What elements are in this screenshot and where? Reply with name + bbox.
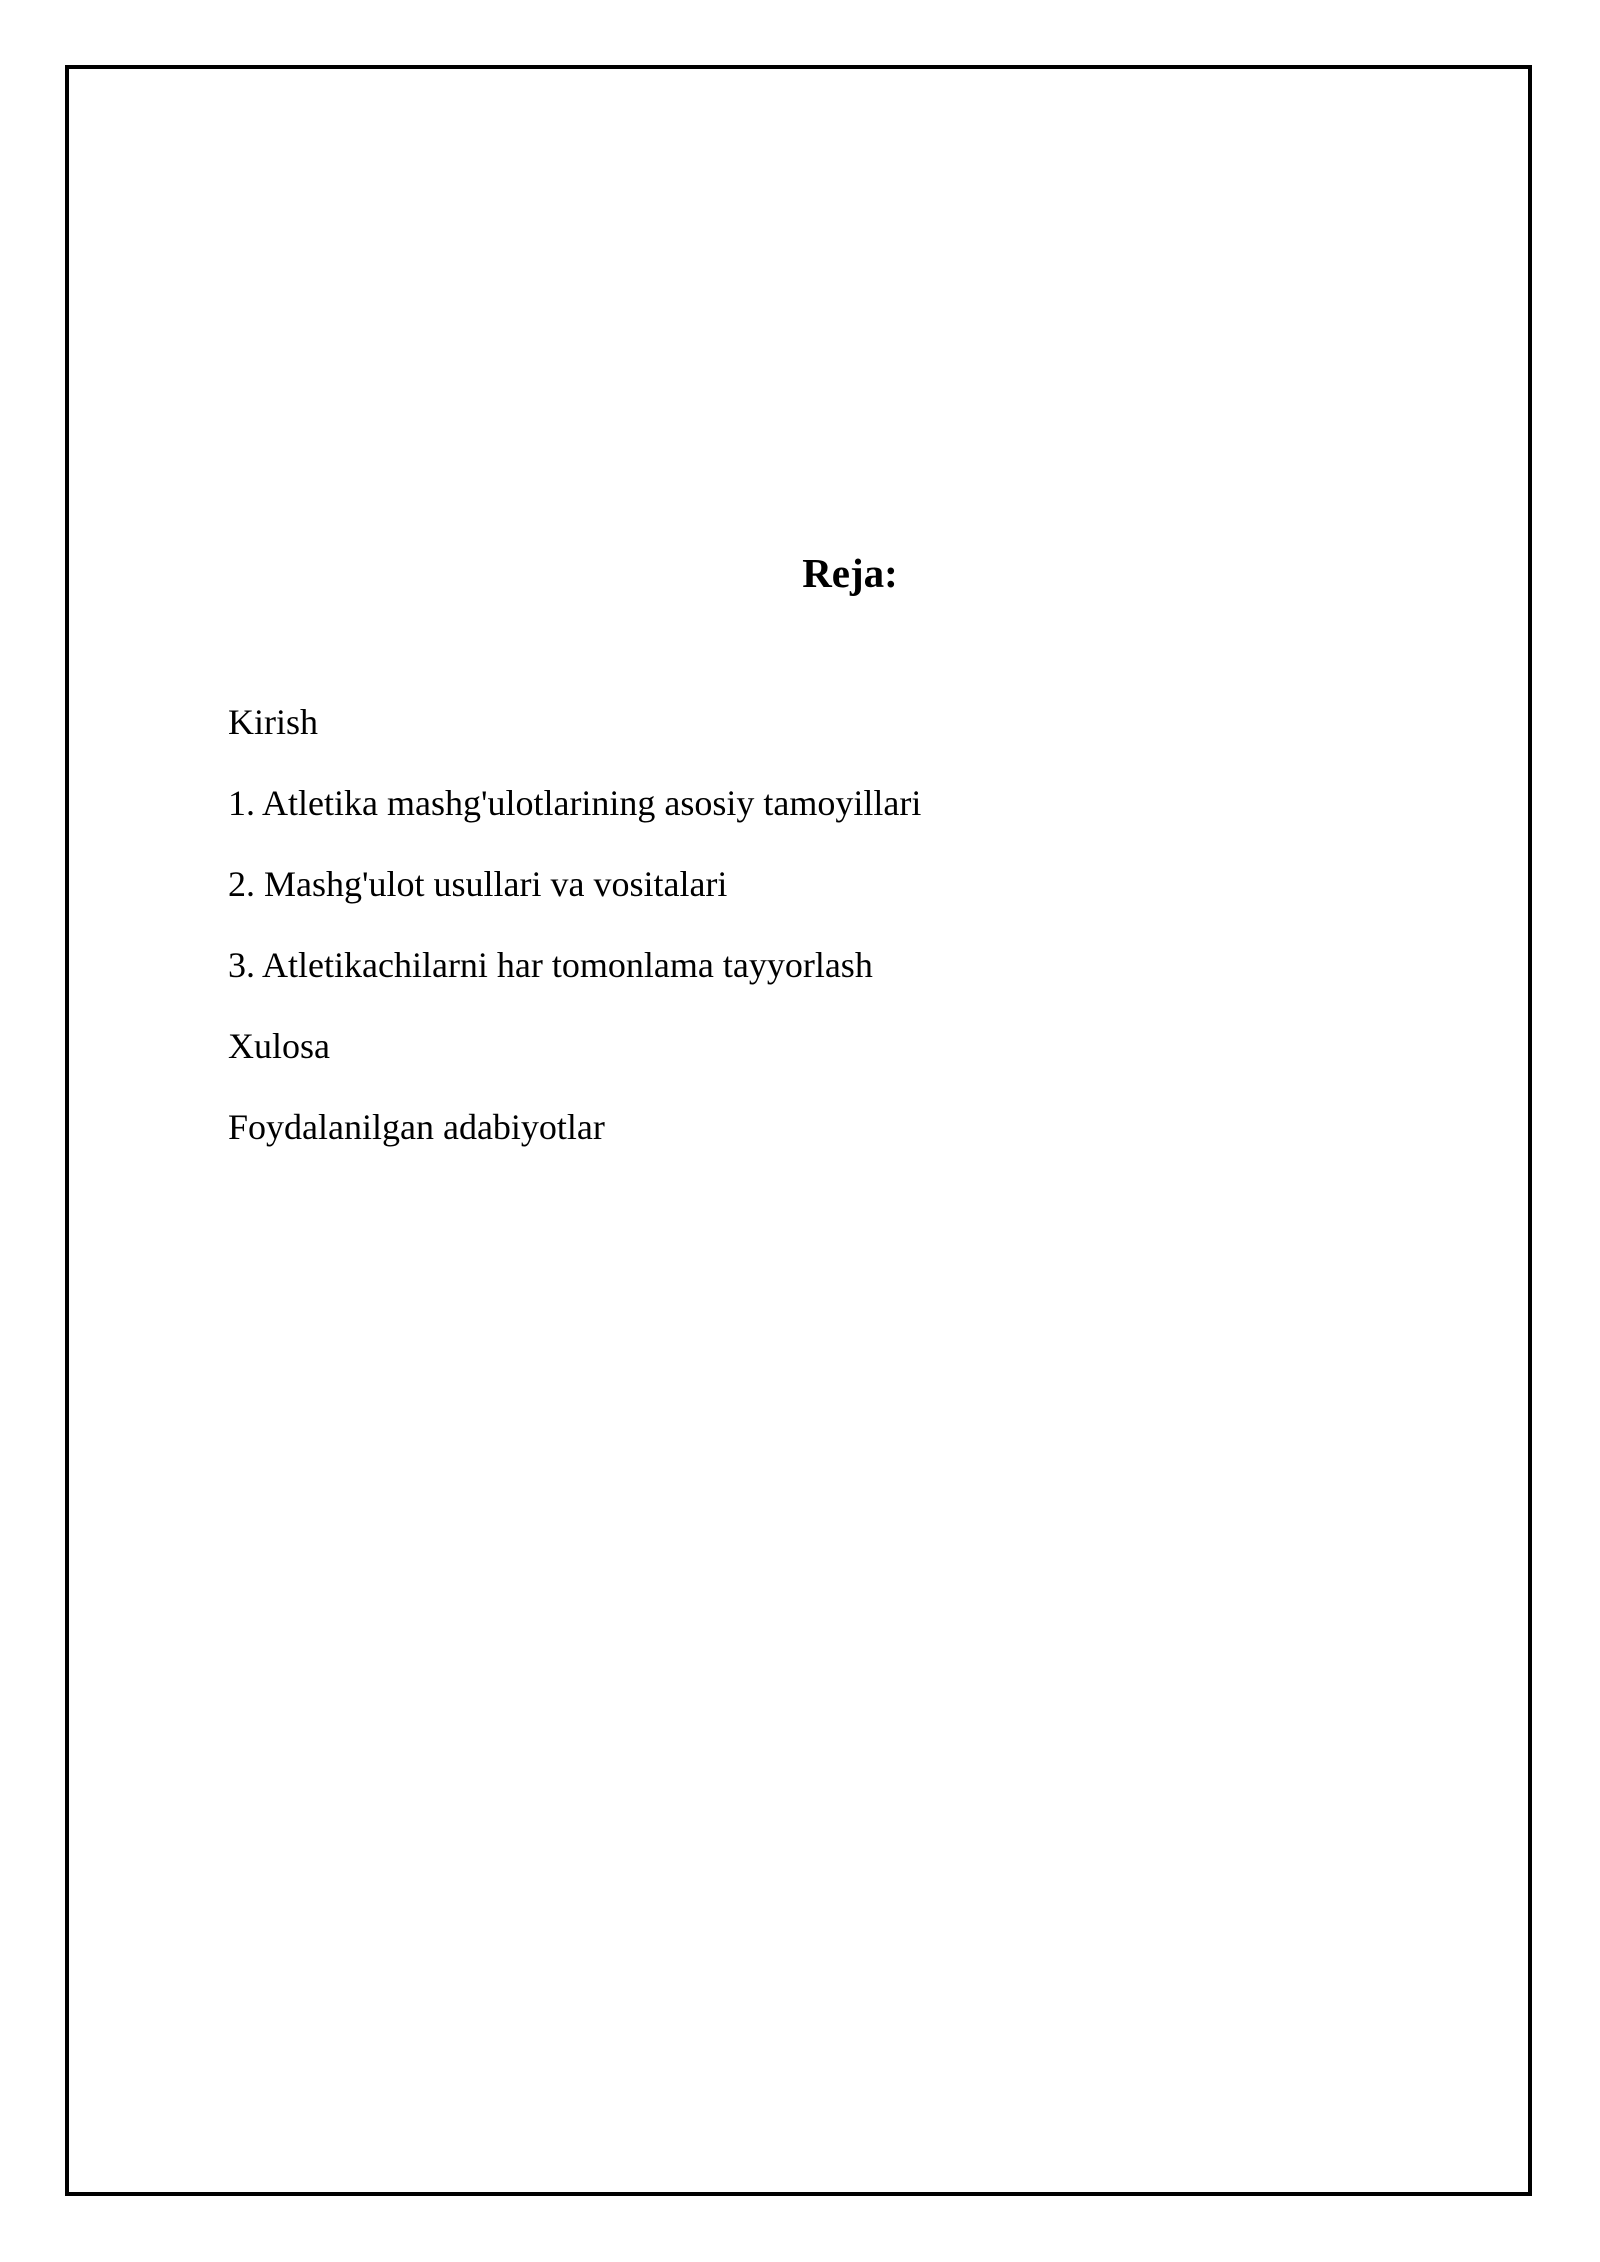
- toc-item-section-3: 3. Atletikachilarni har tomonlama tayyorlash: [228, 945, 873, 985]
- toc-item-section-2: 2. Mashg'ulot usullari va vositalari: [228, 864, 728, 904]
- toc-item-references: Foydalanilgan adabiyotlar: [228, 1107, 605, 1147]
- table-of-contents: [228, 698, 921, 1184]
- page-title: Reja:: [802, 550, 898, 596]
- toc-item-conclusion: Xulosa: [228, 1026, 330, 1066]
- toc-item-introduction: Kirish: [228, 702, 318, 742]
- toc-item-section-1: 1. Atletika mashg'ulotlarining asosiy tamoyillari: [228, 783, 922, 823]
